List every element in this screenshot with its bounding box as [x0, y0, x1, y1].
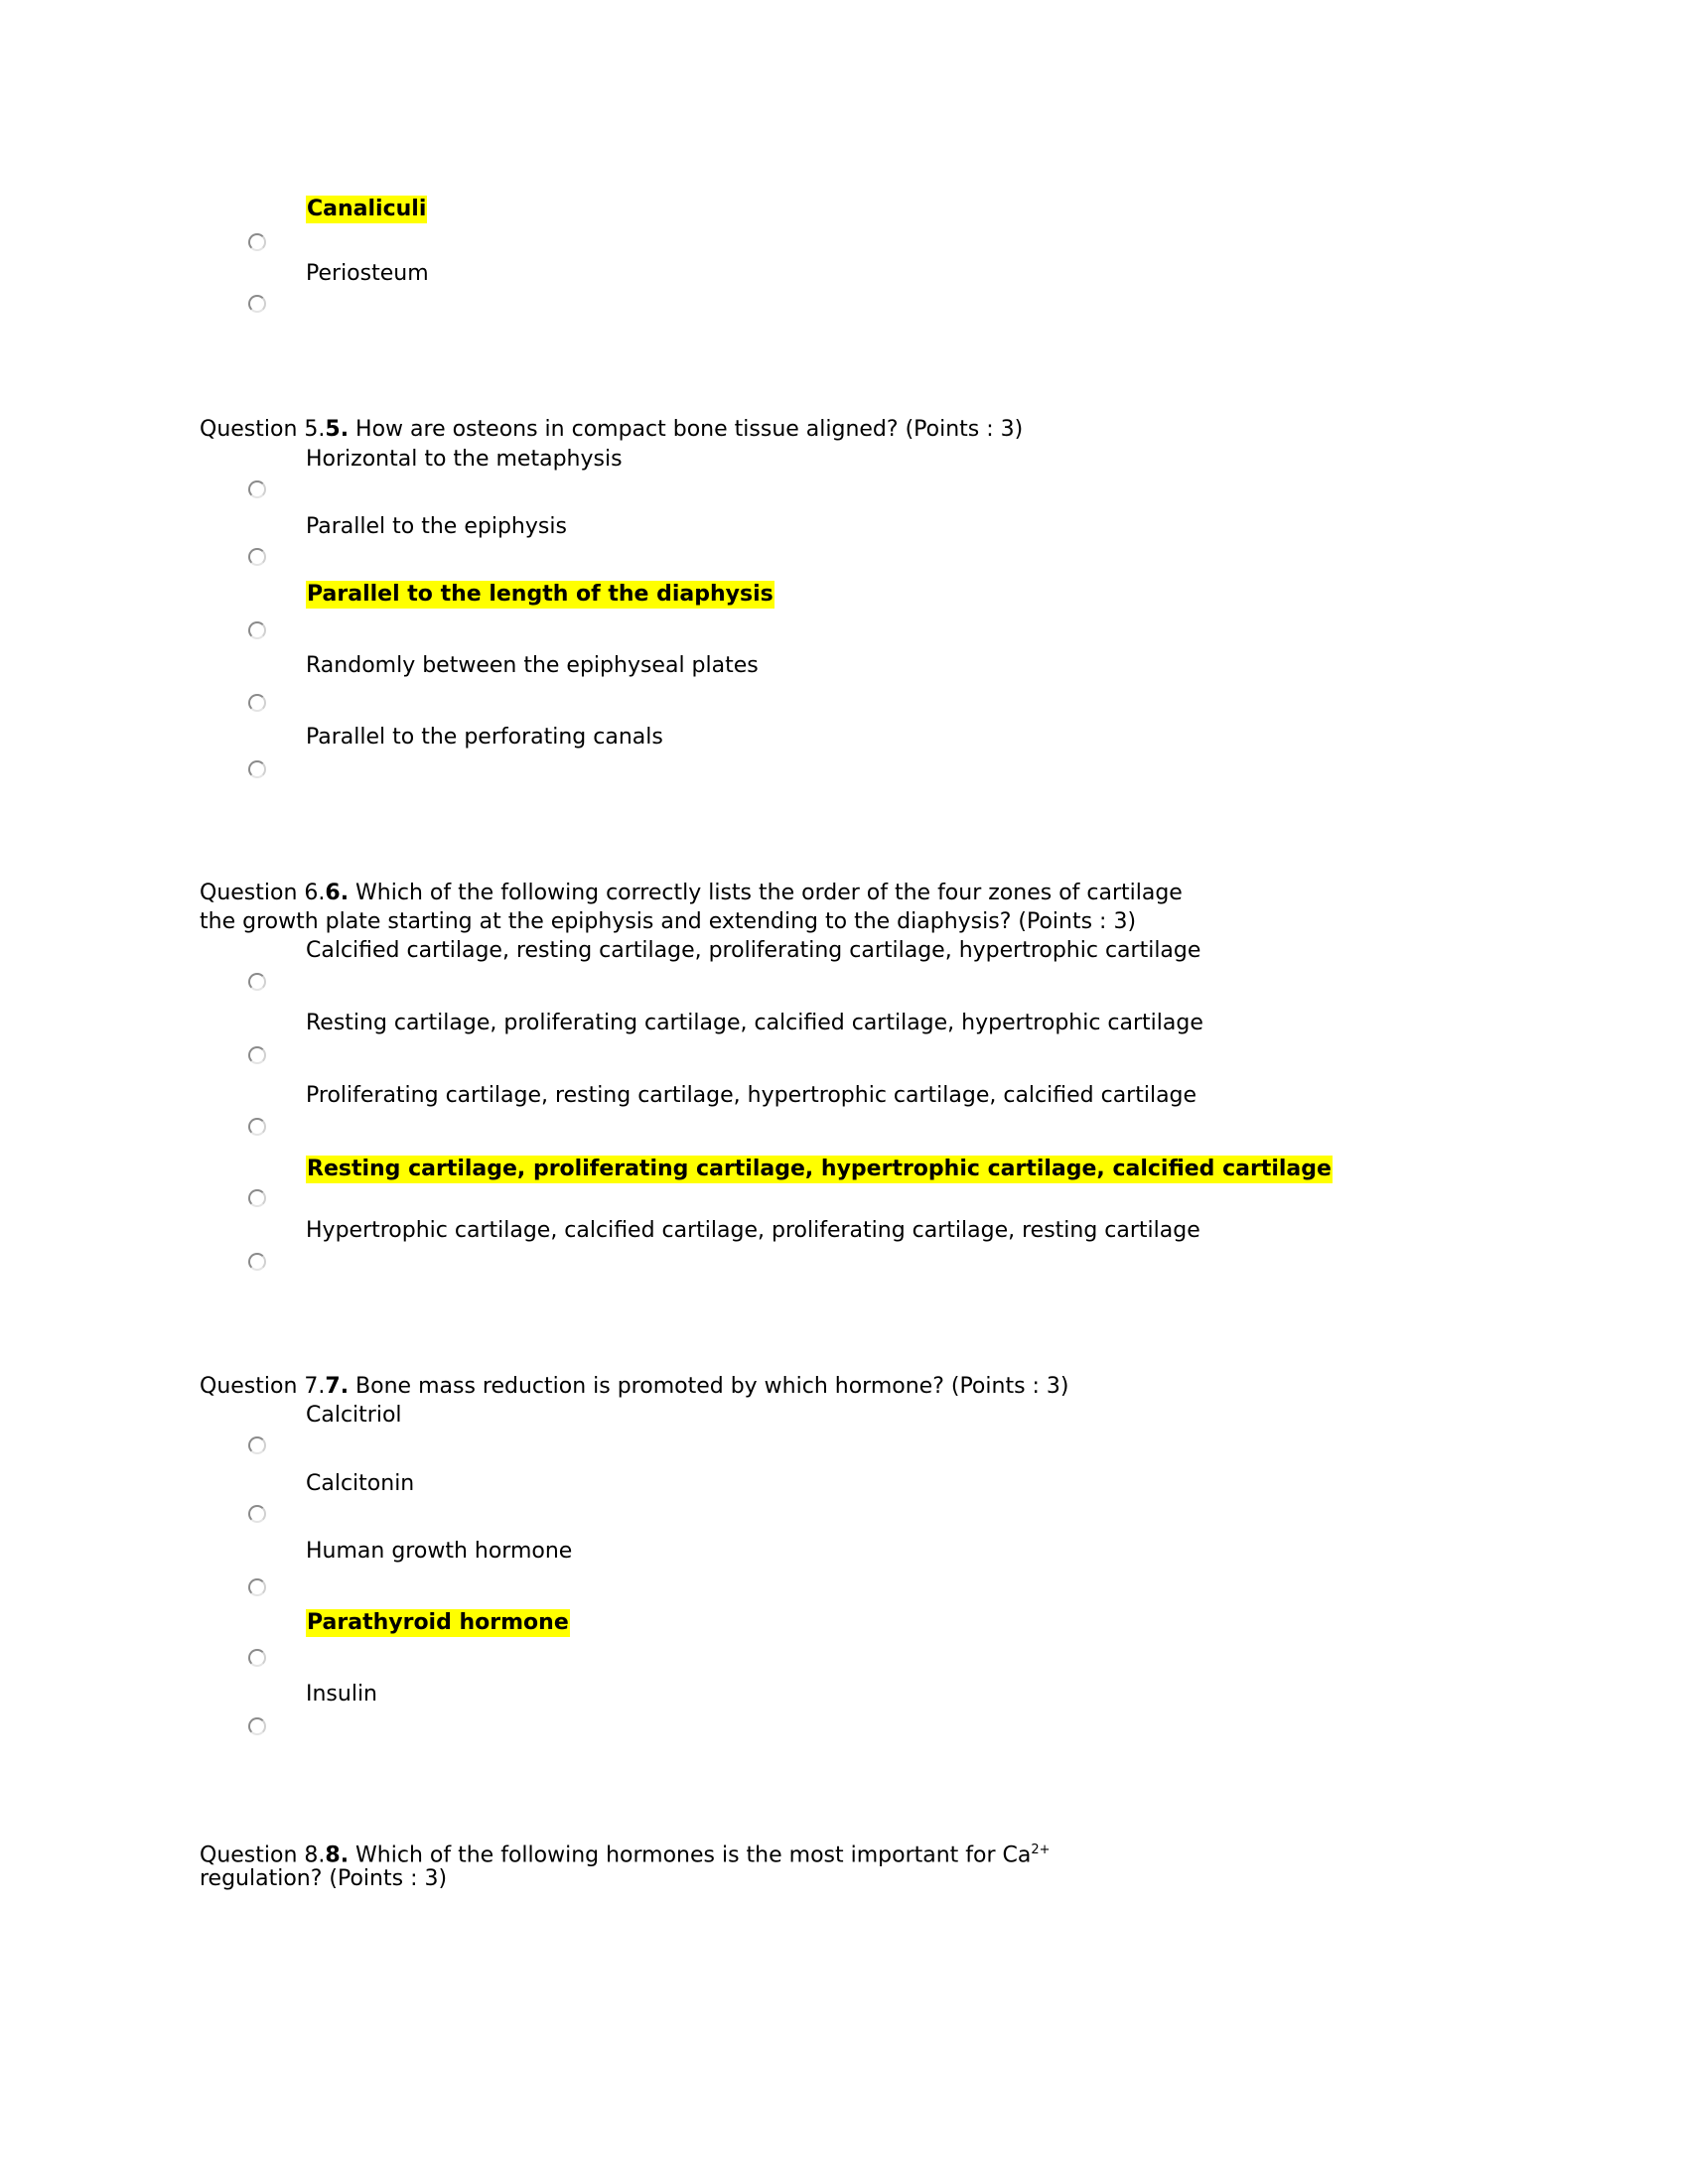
- question-number: 7.: [325, 1374, 350, 1399]
- q4-option-label: Periosteum: [306, 261, 429, 286]
- q5-option-label: Horizontal to the metaphysis: [306, 447, 623, 472]
- q5-option-radio[interactable]: [248, 480, 266, 498]
- q4-option-label: Canaliculi: [307, 197, 427, 221]
- question-label: Question 6.: [200, 881, 326, 905]
- q5-option-radio[interactable]: [248, 760, 266, 778]
- q6-option-label: Hypertrophic cartilage, calcified cartilage, proliferating cartilage, resting cartilage: [306, 1218, 1200, 1243]
- q7-option-label: Parathyroid hormone: [307, 1610, 569, 1635]
- q5-option-label: Parallel to the length of the diaphysis: [307, 582, 774, 607]
- question-number: 5.: [325, 417, 350, 442]
- question-text: Bone mass reduction is promoted by which hormone? (Points : 3): [349, 1374, 1069, 1399]
- superscript: 2+: [1031, 1843, 1051, 1857]
- q7-option-radio[interactable]: [248, 1505, 266, 1523]
- question-text: Which of the following correctly lists the order of the four zones of cartilage: [349, 881, 1183, 905]
- question-6-header: [200, 879, 1183, 907]
- q7-option-radio[interactable]: [248, 1578, 266, 1596]
- q5-option-radio[interactable]: [248, 694, 266, 712]
- q5-option-radio[interactable]: [248, 621, 266, 639]
- q6-option-label: Resting cartilage, proliferating cartilage, hypertrophic cartilage, calcified cartilage: [307, 1157, 1332, 1181]
- q7-option-radio[interactable]: [248, 1649, 266, 1667]
- q6-option-radio[interactable]: [248, 1046, 266, 1064]
- question-5-header: [200, 415, 1023, 444]
- q5-option-label: Parallel to the epiphysis: [306, 514, 567, 539]
- q6-option-radio[interactable]: [248, 1189, 266, 1207]
- q5-option-label: Parallel to the perforating canals: [306, 725, 663, 750]
- question-number: 8.: [325, 1843, 350, 1868]
- q7-option-radio[interactable]: [248, 1717, 266, 1735]
- q6-option-label: Proliferating cartilage, resting cartilage, hypertrophic cartilage, calcified cartilage: [306, 1083, 1197, 1108]
- q5-option-label: Randomly between the epiphyseal plates: [306, 653, 759, 678]
- q6-option-label: Resting cartilage, proliferating cartilage, calcified cartilage, hypertrophic cartilage: [306, 1011, 1203, 1035]
- q4-option-radio[interactable]: [248, 295, 266, 313]
- q6-option-radio[interactable]: [248, 1118, 266, 1136]
- question-label: Question 8.: [200, 1843, 326, 1868]
- q6-option-radio[interactable]: [248, 1253, 266, 1271]
- q7-option-label: Calcitriol: [306, 1403, 402, 1428]
- question-label: Question 7.: [200, 1374, 326, 1399]
- question-7-header: [200, 1372, 1069, 1401]
- question-text: How are osteons in compact bone tissue aligned? (Points : 3): [349, 417, 1024, 442]
- question-text: Which of the following hormones is the most important for Ca: [349, 1843, 1032, 1868]
- q7-option-label: Human growth hormone: [306, 1539, 573, 1564]
- q7-option-radio[interactable]: [248, 1436, 266, 1454]
- q5-option-radio[interactable]: [248, 548, 266, 566]
- q7-option-label: Calcitonin: [306, 1471, 415, 1496]
- q7-option-label: Insulin: [306, 1682, 378, 1706]
- question-number: 6.: [325, 881, 350, 905]
- q4-option-radio[interactable]: [248, 233, 266, 251]
- q6-option-radio[interactable]: [248, 973, 266, 991]
- question-6-text-line2: the growth plate starting at the epiphysis and extending to the diaphysis? (Points : 3): [200, 909, 1137, 934]
- question-8-text-line2: regulation? (Points : 3): [200, 1866, 448, 1891]
- question-label: Question 5.: [200, 417, 326, 442]
- q6-option-label: Calcified cartilage, resting cartilage, proliferating cartilage, hypertrophic cartilage: [306, 938, 1201, 963]
